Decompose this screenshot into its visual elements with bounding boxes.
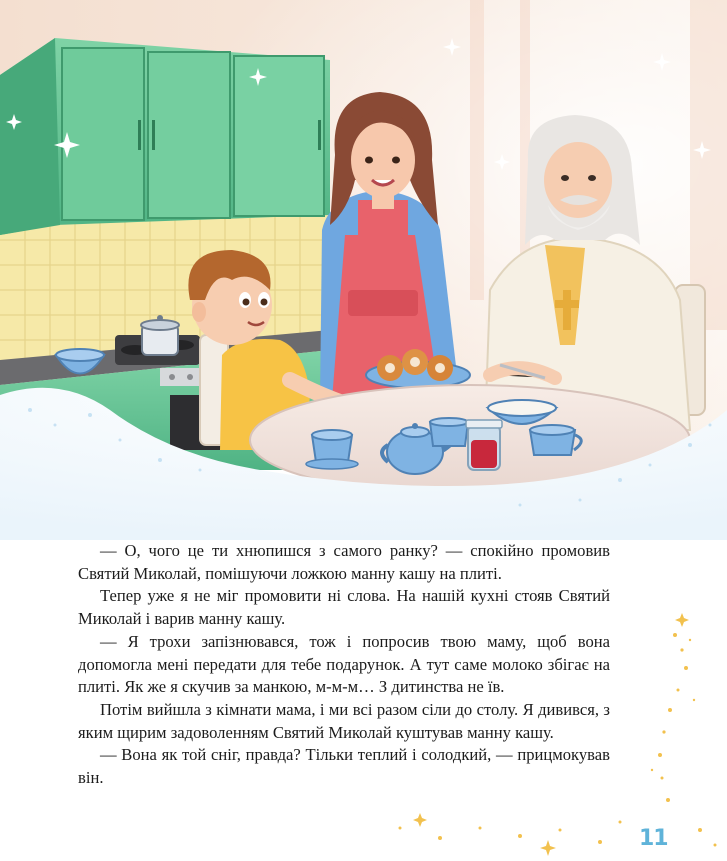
pot-icon xyxy=(141,315,179,355)
paragraph: — О, чого це ти хнюпишся з самого ранку? — спокійно промовив Святий Миколай, помішуючи ложкою манну кашу на плиті. xyxy=(78,541,610,583)
paragraph: — Я трохи запізнювався, тож і попросив твою маму, щоб вона допомогла мені передати для тебе подарунок. А тут саме молоко збігає на плиті. Як же я скучив за манкою, м-м-м… З дитинства не їв. xyxy=(78,631,610,697)
paragraph: Тепер уже я не міг промовити ні слова. На нашій кухні стояв Святий Миколай і варив манну кашу. xyxy=(78,586,610,629)
story-text xyxy=(78,540,610,790)
paragraph: — Вона як той сніг, правда? Тільки теплий і солодкий, — прицмокував він. xyxy=(78,745,610,788)
upper-cabinets xyxy=(0,38,330,235)
jam-jar-icon xyxy=(466,420,502,470)
cup-icon xyxy=(430,418,468,446)
cup-icon xyxy=(306,430,358,469)
paragraph: Потім вийшла з кімнати мама, і ми всі разом сіли до столу. Я дивився, з яким щирим задоволенням Святий Миколай куштував манну кашу. xyxy=(78,699,610,742)
page-number: 11 xyxy=(639,826,668,851)
